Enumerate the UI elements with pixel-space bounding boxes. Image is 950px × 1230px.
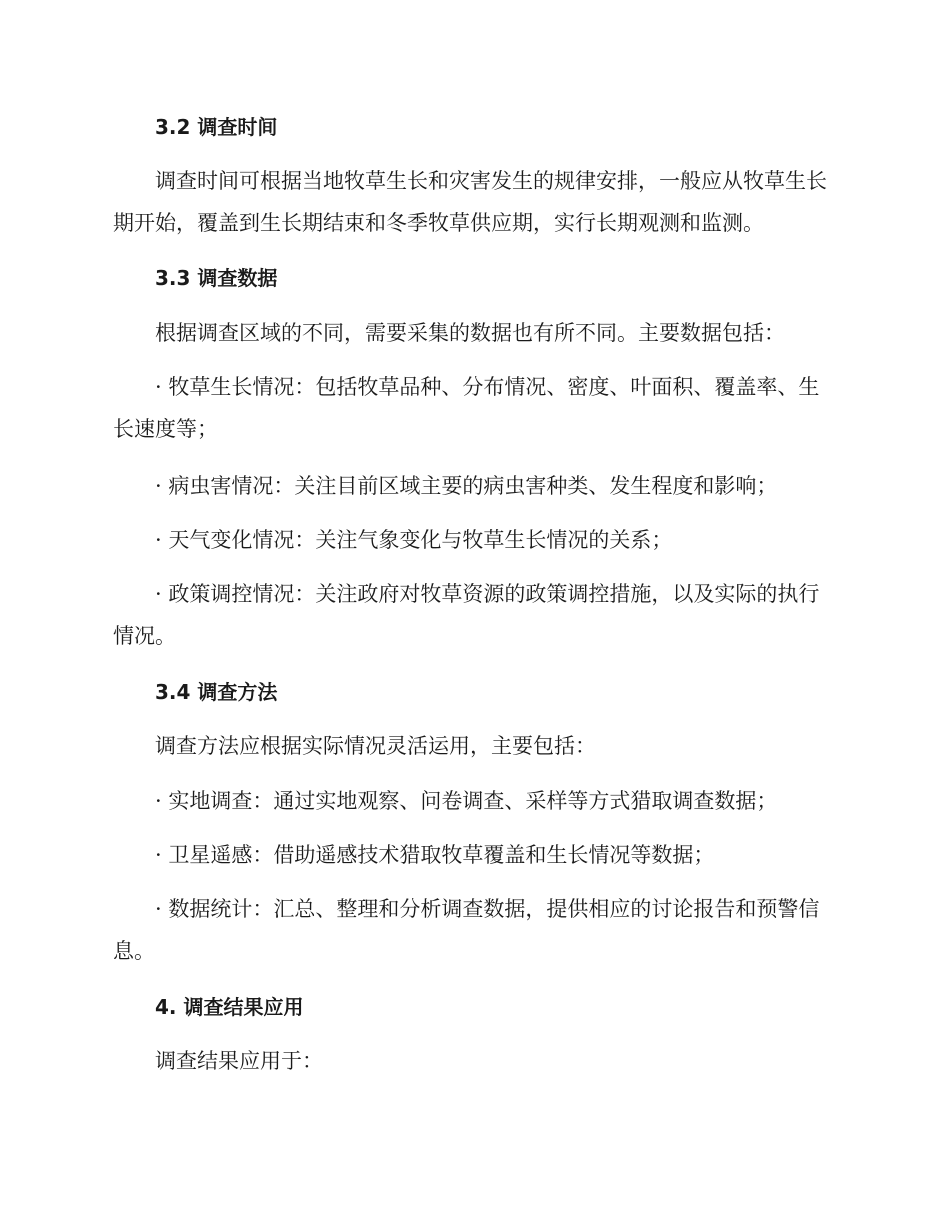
list-item-policy: · 政策调控情况：关注政府对牧草资源的政策调控措施，以及实际的执行情况。 — [113, 582, 820, 648]
section-heading-3-4: 3.4 调查方法 — [155, 680, 278, 704]
paragraph-results-intro: 调查结果应用于： — [155, 1049, 323, 1073]
list-item-statistics: · 数据统计：汇总、整理和分析调查数据，提供相应的讨论报告和预警信息。 — [113, 897, 820, 963]
list-item-grass-growth: · 牧草生长情况：包括牧草品种、分布情况、密度、叶面积、覆盖率、生长速度等； — [113, 375, 820, 441]
list-item-remote-sensing: · 卫星遥感：借助遥感技术猎取牧草覆盖和生长情况等数据； — [155, 843, 715, 867]
paragraph-method-intro: 调查方法应根据实际情况灵活运用，主要包括： — [155, 734, 596, 758]
list-item-weather: · 天气变化情况：关注气象变化与牧草生长情况的关系； — [155, 528, 673, 552]
list-item-field-survey: · 实地调查：通过实地观察、问卷调查、采样等方式猎取调查数据； — [155, 789, 778, 813]
list-item-pests: · 病虫害情况：关注目前区域主要的病虫害种类、发生程度和影响； — [155, 474, 778, 498]
paragraph-data-intro: 根据调查区域的不同，需要采集的数据也有所不同。主要数据包括： — [155, 321, 785, 345]
section-heading-3-3: 3.3 调查数据 — [155, 266, 278, 290]
section-heading-4: 4. 调查结果应用 — [155, 995, 304, 1019]
section-heading-3-2: 3.2 调查时间 — [155, 115, 278, 139]
paragraph-survey-time: 调查时间可根据当地牧草生长和灾害发生的规律安排，一般应从牧草生长期开始，覆盖到生长期结束和冬季牧草供应期，实行长期观测和监测。 — [113, 169, 827, 235]
